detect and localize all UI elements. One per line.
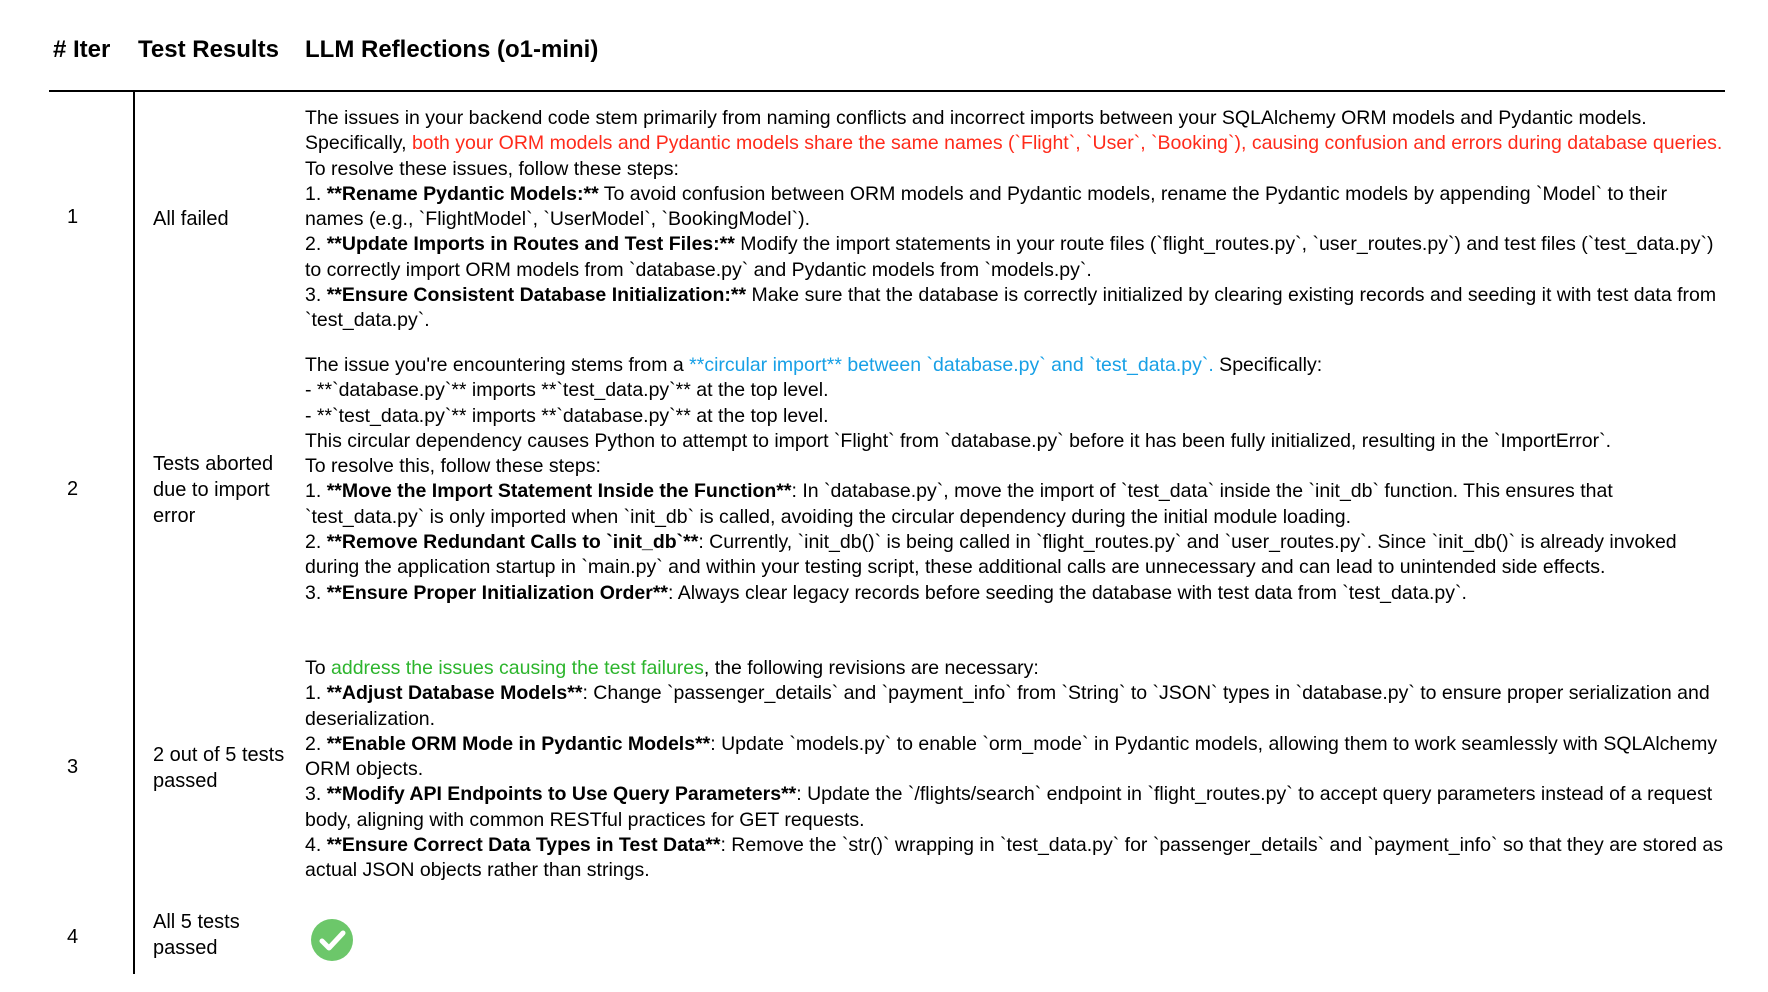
row-1-step-3 xyxy=(305,283,1725,334)
step-number: 1. xyxy=(305,682,327,705)
step-number: 3. xyxy=(305,783,327,806)
step-number: 2. xyxy=(305,531,327,554)
row-2-result: Tests aborted due to import error xyxy=(153,453,274,527)
row-2-step-3 xyxy=(305,581,1725,606)
step-number: 1. xyxy=(305,480,327,503)
text: The issue you're encountering stems from a xyxy=(305,354,690,376)
row-1-intro xyxy=(305,106,1725,182)
check-circle-bg xyxy=(311,919,353,961)
text: The issues in your backend code stem primarily from naming conflicts and incorrect imports between your SQLAlchemy ORM models and Pydantic models. Specifically, xyxy=(305,107,1647,155)
row-2-paragraph-1: This circular dependency causes Python to attempt to import `Flight` from `database.py` before it has been fully initialized, resulting in the `ImportError`. xyxy=(305,429,1612,452)
row-3-step-3 xyxy=(305,782,1725,833)
row-1-step-2 xyxy=(305,232,1725,283)
step-text: : Remove the `str()` wrapping in `test_data.py` for `passenger_details` and `payment_info` so that they are stored as actual JSON objects rather than strings. xyxy=(305,834,1724,882)
step-title: **Update Imports in Routes and Test Files:** xyxy=(326,233,735,256)
row-2-step-1 xyxy=(305,479,1725,530)
step-text: : Currently, `init_db()` is being called in `flight_routes.py` and `user_routes.py`. Since `init_db()` is already invoked during the application startup in `main.py` and within your testing script, these additional calls are unnecessary and can lead to unintended side effects. xyxy=(305,531,1677,579)
step-title: **Rename Pydantic Models:** xyxy=(326,182,599,205)
step-text: : Always clear legacy records before seeding the database with test data from `test_data.py`. xyxy=(668,581,1467,604)
row-4-iter: 4 xyxy=(67,926,79,948)
step-number: 3. xyxy=(305,581,327,604)
step-text: : In `database.py`, move the import of `test_data` inside the `init_db` function. This ensures that `test_data.py` is only imported when `init_db` is called, avoiding the circular dependency during the initial module loading. xyxy=(305,480,1613,528)
row-1-step-1 xyxy=(305,182,1725,233)
row-3-reflection xyxy=(305,656,1725,884)
row-1-reflection xyxy=(305,106,1725,334)
step-number: 2. xyxy=(305,233,327,256)
highlight-red: both your ORM models and Pydantic models share the same names (`Flight`, `User`, `Booking`), causing confusion and errors during database queries. xyxy=(411,132,1723,155)
step-text: : Change `passenger_details` and `payment_info` from `String` to `JSON` types in `database.py` to ensure proper serialization and deserialization. xyxy=(305,682,1710,730)
step-title: **Ensure Correct Data Types in Test Data** xyxy=(326,834,721,857)
row-3-step-1 xyxy=(305,681,1725,732)
text: Specifically: xyxy=(1213,354,1323,376)
header-iter: # Iter xyxy=(53,36,111,63)
row-3-intro xyxy=(305,656,1725,681)
row-2-reflection xyxy=(305,353,1725,606)
step-number: 4. xyxy=(305,834,327,857)
highlight-blue: **circular import** between `database.py` and `test_data.py`. xyxy=(689,354,1214,376)
text: To xyxy=(305,657,332,679)
row-3-step-4 xyxy=(305,833,1725,884)
row-2-step-2 xyxy=(305,530,1725,581)
step-title: **Ensure Proper Initialization Order** xyxy=(326,581,669,604)
column-divider xyxy=(133,92,135,974)
row-3-result: 2 out of 5 tests passed xyxy=(153,744,285,792)
check-circle-icon xyxy=(310,918,354,962)
step-title: **Modify API Endpoints to Use Query Parameters** xyxy=(326,783,797,806)
row-4-result: All 5 tests passed xyxy=(153,911,240,959)
header-rule xyxy=(49,90,1725,92)
text: To resolve these issues, follow these steps: xyxy=(305,157,679,180)
row-2-bullet-2: - **`test_data.py`** imports **`database.py`** at the top level. xyxy=(305,404,829,427)
text: , the following revisions are necessary: xyxy=(703,657,1039,679)
step-text: : Update `models.py` to enable `orm_mode` in Pydantic models, allowing them to work seamlessly with SQLAlchemy ORM objects. xyxy=(305,732,1718,781)
step-number: 3. xyxy=(305,284,327,307)
step-title: **Adjust Database Models** xyxy=(326,682,583,705)
step-text: Make sure that the database is correctly initialized by clearing existing records and seeding it with test data from `test_data.py`. xyxy=(305,284,1717,332)
header-llm-reflections: LLM Reflections (o1-mini) xyxy=(305,36,599,63)
row-2-bullet-1: - **`database.py`** imports **`test_data.py`** at the top level. xyxy=(305,379,829,402)
row-3-iter: 3 xyxy=(67,756,79,778)
step-title: **Ensure Consistent Database Initialization:** xyxy=(326,284,747,307)
row-1-iter: 1 xyxy=(67,206,79,228)
row-2-iter: 2 xyxy=(67,478,79,500)
step-text: : Update the `/flights/search` endpoint in `flight_routes.py` to accept query parameters instead of a request body, aligning with common RESTful practices for GET requests. xyxy=(305,783,1713,831)
row-1-result: All failed xyxy=(153,208,229,230)
step-text: Modify the import statements in your route files (`flight_routes.py`, `user_routes.py`) and test files (`test_data.py`) to correctly import ORM models from `database.py` and Pydantic models from `models.py`. xyxy=(305,233,1714,281)
step-text: To avoid confusion between ORM models and Pydantic models, rename the Pydantic models by appending `Model` to their names (e.g., `FlightModel`, `UserModel`, `BookingModel`). xyxy=(305,182,1668,231)
step-number: 2. xyxy=(305,732,327,755)
step-number: 1. xyxy=(305,182,327,205)
row-2-intro xyxy=(305,353,1725,378)
step-title: **Move the Import Statement Inside the Function** xyxy=(326,480,792,503)
step-title: **Remove Redundant Calls to `init_db`** xyxy=(326,531,699,554)
highlight-green: address the issues causing the test failures xyxy=(331,657,704,679)
header-test-results: Test Results xyxy=(138,36,279,63)
row-3-step-2 xyxy=(305,732,1725,783)
step-title: **Enable ORM Mode in Pydantic Models** xyxy=(326,732,711,755)
row-2-paragraph-2: To resolve this, follow these steps: xyxy=(305,455,601,478)
